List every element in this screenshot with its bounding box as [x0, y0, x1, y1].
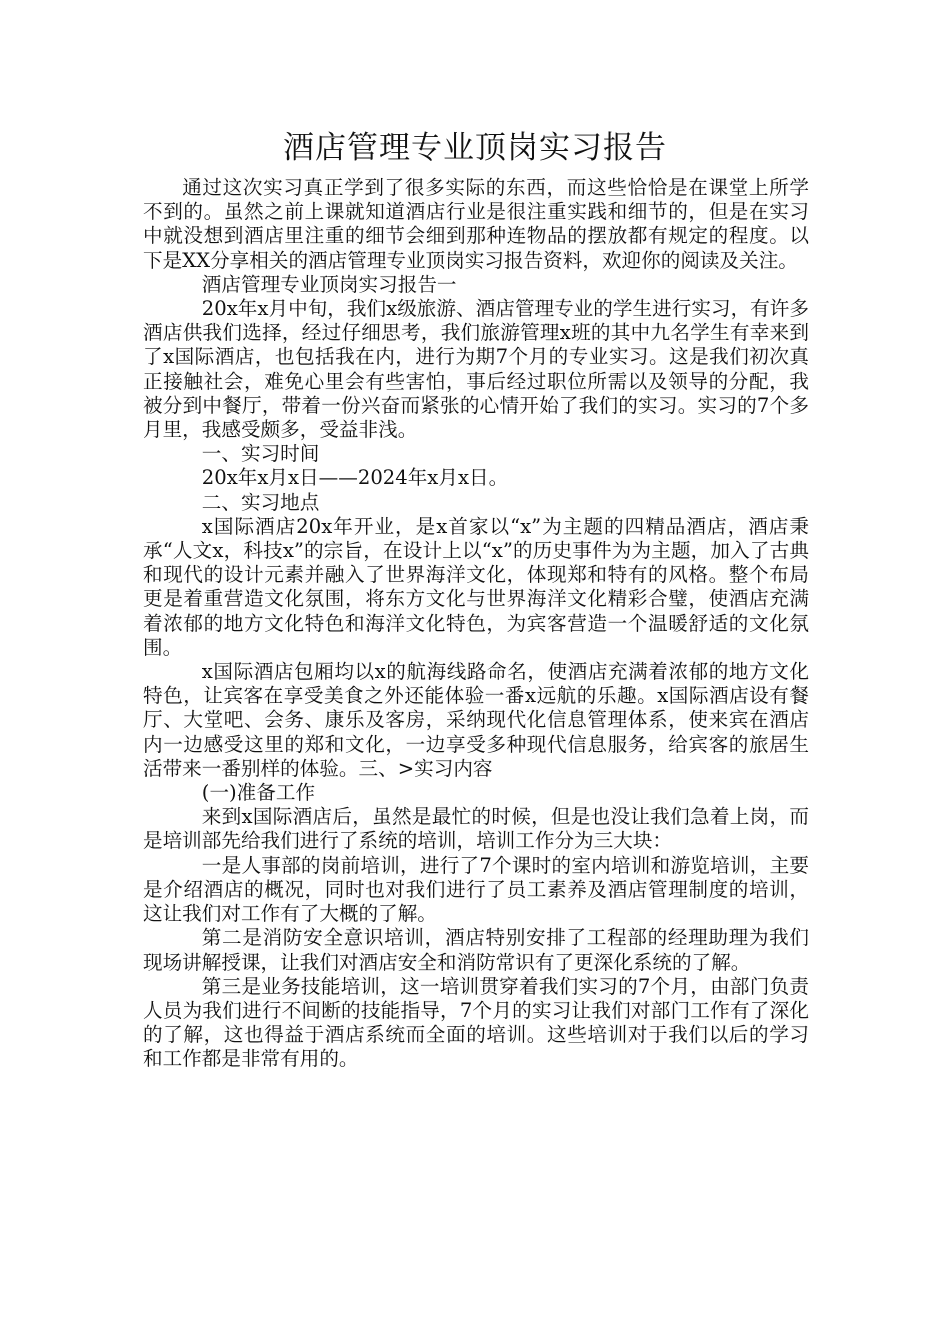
- body-paragraph: 一是人事部的岗前培训，进行了7个课时的室内培训和游览培训，主要是介绍酒店的概况，同时也对我们进行了员工素养及酒店管理制度的培训，这让我们对工作有了大概的了解。: [143, 853, 809, 926]
- body-paragraph: 来到x国际酒店后，虽然是最忙的时候，但是也没让我们急着上岗，而是培训部先给我们进行了系统的培训，培训工作分为三大块：: [143, 805, 809, 853]
- document-title: 酒店管理专业顶岗实习报告: [283, 130, 667, 166]
- section-heading-report-one: 酒店管理专业顶岗实习报告一: [201, 272, 457, 296]
- document-body: [143, 176, 809, 1072]
- body-paragraph: 20x年x月x日——2024年x月x日。: [201, 466, 509, 490]
- body-paragraph: 第三是业务技能培训，这一培训贯穿着我们实习的7个月，由部门负责人员为我们进行不间断的技能指导，7个月的实习让我们对部门工作有了深化的了解，这也得益于酒店系统而全面的培训。这些培训对于我们以后的学习和工作都是非常有用的。: [143, 974, 809, 1071]
- body-paragraph: 20x年x月中旬，我们x级旅游、酒店管理专业的学生进行实习，有许多酒店供我们选择，经过仔细思考，我们旅游管理x班的其中九名学生有幸来到了x国际酒店，也包括我在内，进行为期7个月的专业实习。这是我们初次真正接触社会，难免心里会有些害怕，事后经过职位所需以及领导的分配，我被分到中餐厅，带着一份兴奋而紧张的心情开始了我们的实习。实习的7个多月里，我感受颇多，受益非浅。: [143, 297, 809, 442]
- body-paragraph: x国际酒店20x年开业，是x首家以“x”为主题的四精品酒店，酒店秉承“人文x，科技x”的宗旨，在设计上以“x”的历史事件为为主题，加入了古典和现代的设计元素并融入了世界海洋文化，体现郑和特有的风格。整个布局更是着重营造文化氛围，将东方文化与世界海洋文化精彩合璧，使酒店充满着浓郁的地方文化特色和海洋文化特色，为宾客营造一个温暖舒适的文化氛围。: [143, 514, 809, 659]
- body-paragraph: x国际酒店包厢均以x的航海线路命名，使酒店充满着浓郁的地方文化特色，让宾客在享受美食之外还能体验一番x远航的乐趣。x国际酒店设有餐厅、大堂吧、会务、康乐及客房，采纳现代化信息管理体系，使来宾在酒店内一边感受这里的郑和文化，一边享受多种现代信息服务，给宾客的旅居生活带来一番别样的体验。三、>实习内容: [143, 660, 809, 780]
- section-heading-location: 二、实习地点: [201, 490, 320, 514]
- body-paragraph: 第二是消防安全意识培训，酒店特别安排了工程部的经理助理为我们现场讲解授课，让我们对酒店安全和消防常识有了更深化系统的了解。: [143, 926, 809, 974]
- section-heading-preparation: (一)准备工作: [201, 781, 316, 805]
- section-heading-time: 一、实习时间: [201, 442, 320, 466]
- intro-paragraph: 通过这次实习真正学到了很多实际的东西，而这些恰恰是在课堂上所学不到的。虽然之前上课就知道酒店行业是很注重实践和细节的，但是在实习中就没想到酒店里注重的细节会细到那种连物品的摆放都有规定的程度。以下是XX分享相关的酒店管理专业顶岗实习报告资料，欢迎你的阅读及关注。: [143, 176, 809, 272]
